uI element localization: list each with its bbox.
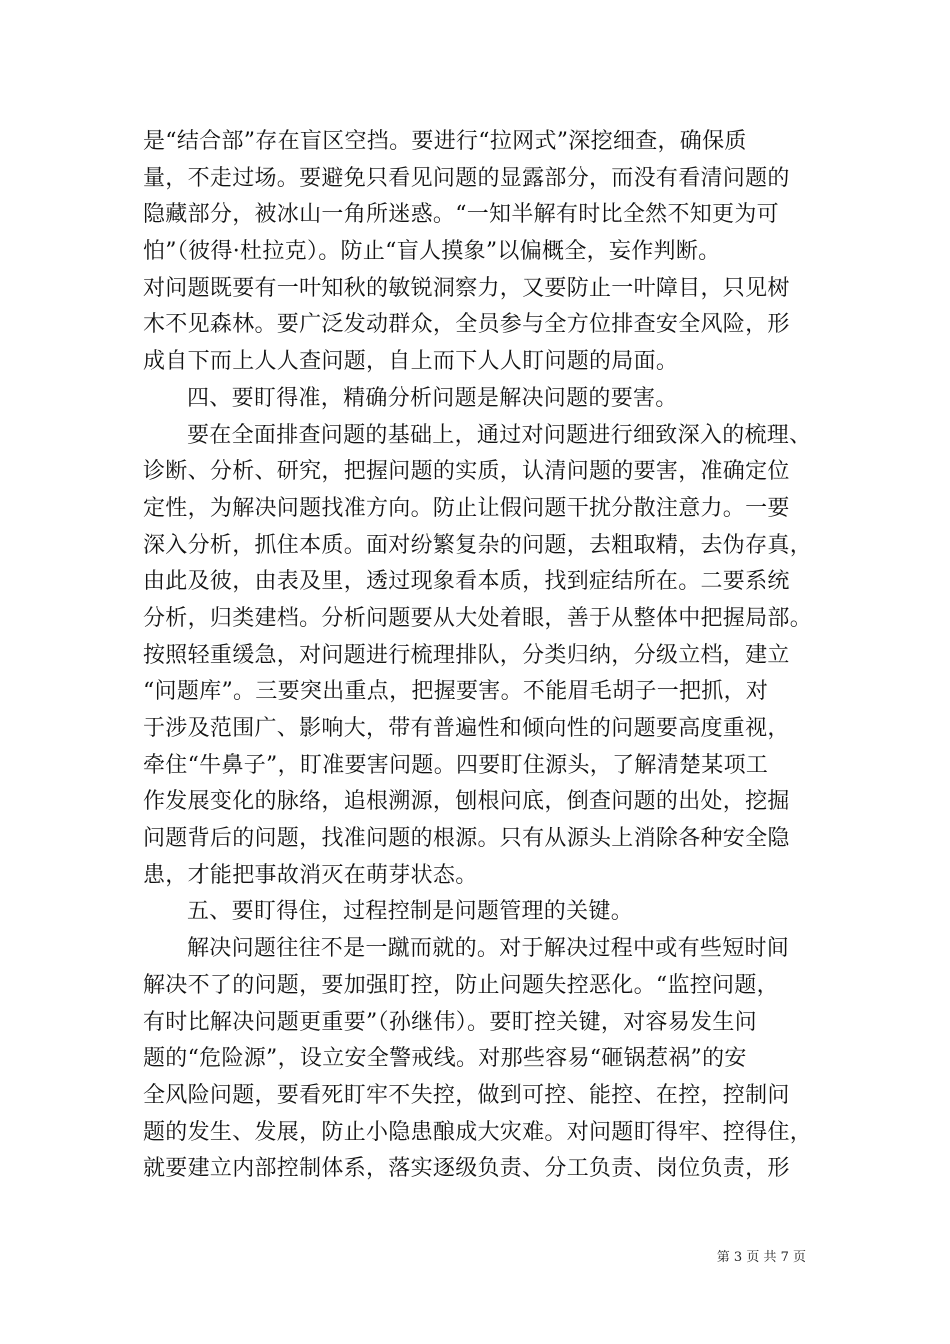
text-line: 五、要盯得住，过程控制是问题管理的关键。 (187, 899, 634, 925)
text-line: 诊断、分析、研究，把握问题的实质，认清问题的要害，准确定位 (143, 459, 790, 485)
text-line: 是“结合部”存在盲区空挡。要进行“拉网式”深挖细查，确保质 (143, 129, 747, 154)
text-line: 患，才能把事故消灭在萌芽状态。 (143, 862, 478, 888)
text-line: 由此及彼，由表及里，透过现象看本质，找到症结所在。二要系统 (143, 569, 790, 595)
text-line: 四、要盯得准，精确分析问题是解决问题的要害。 (187, 385, 678, 411)
text-line: 于涉及范围广、影响大，带有普遍性和倾向性的问题要高度重视， (143, 716, 790, 741)
text-line: 解决不了的问题，要加强盯控，防止问题失控恶化。“监控问题， (143, 972, 779, 998)
text-line: 作发展变化的脉络，追根溯源，刨根问底，倒查问题的出处，挖掘 (143, 789, 790, 815)
text-line: “问题库”。三要突出重点，把握要害。不能眉毛胡子一把抓，对 (143, 679, 769, 705)
text-line: 对问题既要有一叶知秋的敏锐洞察力，又要防止一叶障目，只见树 (143, 275, 790, 301)
text-line: 题的“危险源”，设立安全警戒线。对那些容易“砸锅惹祸”的安 (143, 1046, 747, 1072)
text-line: 有时比解决问题更重要”（孙继伟）。要盯控关键，对容易发生问 (143, 1009, 757, 1035)
text-line: 怕”（彼得·杜拉克）。防止“盲人摸象”以偏概全，妄作判断。 (143, 239, 721, 265)
text-line: 问题背后的问题，找准问题的根源。只有从源头上消除各种安全隐 (143, 826, 790, 852)
text-line: 题的发生、发展，防止小隐患酿成大灾难。对问题盯得牢、控得住， (143, 1119, 813, 1145)
text-line: 隐藏部分，被冰山一角所迷惑。“一知半解有时比全然不知更为可 (143, 202, 779, 228)
page-number: 第 3 页 共 7 页 (716, 1250, 806, 1265)
text-line: 要在全面排查问题的基础上，通过对问题进行细致深入的梳理、 (187, 422, 812, 448)
text-line: 木不见森林。要广泛发动群众，全员参与全方位排查安全风险，形 (143, 312, 790, 338)
text-line: 分析，归类建档。分析问题要从大处着眼，善于从整体中把握局部。 (143, 605, 813, 631)
text-line: 成自下而上人人查问题，自上而下人人盯问题的局面。 (143, 349, 679, 375)
text-line: 解决问题往往不是一蹴而就的。对于解决过程中或有些短时间 (187, 936, 790, 962)
text-line: 全风险问题，要看死盯牢不失控，做到可控、能控、在控，控制问 (143, 1082, 790, 1108)
text-line: 定性，为解决问题找准方向。防止让假问题干扰分散注意力。一要 (143, 495, 790, 521)
text-line: 深入分析，抓住本质。面对纷繁复杂的问题，去粗取精，去伪存真， (143, 532, 813, 558)
text-line: 按照轻重缓急，对问题进行梳理排队，分类归纳，分级立档，建立 (143, 642, 790, 668)
text-line: 就要建立内部控制体系，落实逐级负责、分工负责、岗位负责，形 (143, 1156, 790, 1182)
body-text (143, 124, 828, 1188)
text-line: 牵住“牛鼻子”，盯准要害问题。四要盯住源头，了解清楚某项工 (143, 752, 769, 778)
text-line: 量，不走过场。要避免只看见问题的显露部分，而没有看清问题的 (143, 165, 790, 191)
